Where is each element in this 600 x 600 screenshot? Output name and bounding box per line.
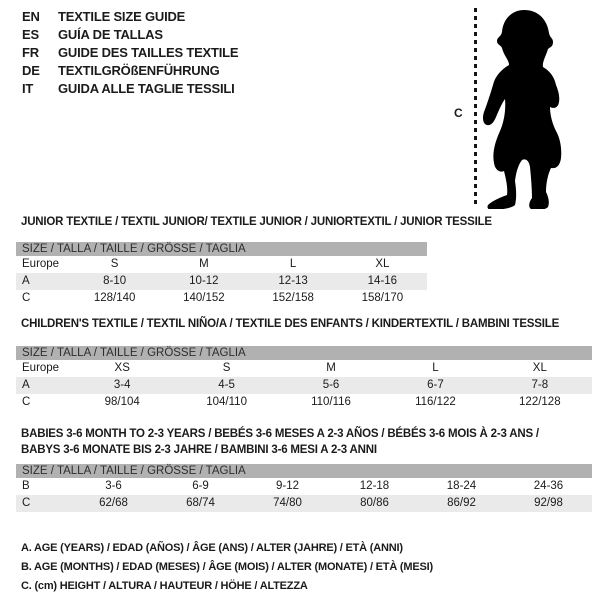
language-row-de — [22, 62, 238, 80]
language-label: TEXTILE SIZE GUIDE — [58, 9, 186, 24]
language-label: GUIDA ALLE TAGLIE TESSILI — [58, 81, 235, 96]
babies-title-line2: BABYS 3-6 MONATE BIS 2-3 JAHRE / BAMBINI 3-6 MESI A 2-3 ANNI — [21, 444, 377, 456]
table-row — [16, 256, 427, 273]
language-code: FR — [22, 45, 39, 60]
age-cell: 5-6 — [322, 379, 340, 391]
children-table-size-header: SIZE / TALLA / TAILLE / GRÖSSE / TAGLIA — [16, 346, 592, 360]
age-cell: 12-18 — [359, 480, 390, 492]
row-label: C — [22, 396, 31, 408]
language-guide-list — [22, 8, 238, 98]
language-row-es — [22, 26, 238, 44]
age-cell: 7-8 — [531, 379, 549, 391]
size-cell: M — [326, 362, 336, 374]
babies-size-table — [16, 464, 592, 512]
language-label: TEXTILGRÖßENFÜHRUNG — [58, 63, 220, 78]
babies-table-size-header: SIZE / TALLA / TAILLE / GRÖSSE / TAGLIA — [16, 464, 592, 478]
junior-size-table — [16, 242, 427, 307]
height-cell: 110/116 — [311, 396, 351, 408]
footnotes — [21, 539, 433, 596]
height-cell: 104/110 — [206, 396, 247, 408]
junior-table-size-header: SIZE / TALLA / TAILLE / GRÖSSE / TAGLIA — [16, 242, 427, 256]
age-cell: 14-16 — [367, 275, 398, 287]
age-cell: 6-7 — [427, 379, 444, 391]
row-label: A — [22, 379, 30, 391]
size-cell: XS — [114, 362, 130, 374]
height-cell: 80/86 — [360, 497, 389, 509]
size-cell: L — [289, 258, 297, 270]
height-cell: 128/140 — [93, 292, 136, 304]
height-cell: 86/92 — [447, 497, 476, 509]
table-row — [16, 394, 592, 411]
row-label: C — [22, 497, 31, 509]
size-cell: S — [110, 258, 119, 270]
language-row-it — [22, 80, 238, 98]
children-section-title: CHILDREN'S TEXTILE / TEXTIL NIÑO/A / TEXTILE DES ENFANTS / KINDERTEXTIL / BAMBINI TESSILE — [21, 318, 560, 330]
language-code: ES — [22, 27, 39, 42]
children-size-table — [16, 346, 592, 411]
height-cell: 158/170 — [361, 292, 404, 304]
footnote-c: C. (cm) HEIGHT / ALTURA / HAUTEUR / HÖHE / ALTEZZA — [21, 580, 308, 592]
age-cell: 24-36 — [533, 480, 564, 492]
size-cell: L — [432, 362, 439, 374]
language-label: GUÍA DE TALLAS — [58, 27, 163, 42]
height-cell: 68/74 — [186, 497, 215, 509]
row-label: B — [22, 480, 30, 492]
size-cell: M — [199, 258, 209, 270]
size-cell: XL — [532, 362, 547, 374]
footnote-a: A. AGE (YEARS) / EDAD (AÑOS) / ÂGE (ANS) / ALTER (JAHRE) / ETÀ (ANNI) — [21, 542, 403, 554]
age-cell: 10-12 — [189, 275, 219, 287]
baby-silhouette-image — [482, 4, 572, 209]
junior-section-title: JUNIOR TEXTILE / TEXTIL JUNIOR/ TEXTILE JUNIOR / JUNIORTEXTIL / JUNIOR TESSILE — [21, 216, 492, 228]
age-cell: 6-9 — [192, 480, 209, 492]
table-row — [16, 290, 427, 307]
height-cell: 140/152 — [183, 292, 225, 304]
table-row — [16, 273, 427, 290]
language-code: EN — [22, 9, 40, 24]
age-cell: 8-10 — [103, 275, 127, 287]
language-row-en — [22, 8, 238, 26]
age-cell: 4-5 — [218, 379, 235, 391]
table-row — [16, 478, 592, 495]
height-cell: 116/122 — [415, 396, 456, 408]
age-cell: 3-6 — [105, 480, 122, 492]
height-cell: 74/80 — [273, 497, 302, 509]
size-cell: S — [222, 362, 231, 374]
age-cell: 12-13 — [278, 275, 308, 287]
table-row — [16, 377, 592, 394]
row-label: Europe — [22, 258, 60, 270]
height-cell: 62/68 — [99, 497, 128, 509]
height-cell: 152/158 — [272, 292, 314, 304]
height-dashed-line — [474, 8, 477, 206]
row-label: A — [22, 275, 30, 287]
row-label: C — [22, 292, 31, 304]
size-cell: XL — [375, 258, 390, 270]
table-row — [16, 360, 592, 377]
height-cell: 98/104 — [104, 396, 140, 408]
language-row-fr — [22, 44, 238, 62]
footnote-b: B. AGE (MONTHS) / EDAD (MESES) / ÂGE (MOIS) / ALTER (MONATE) / ETÀ (MESI) — [21, 561, 433, 573]
row-label: Europe — [22, 362, 60, 374]
language-label: GUIDE DES TAILLES TEXTILE — [58, 45, 239, 60]
language-code: DE — [22, 63, 40, 78]
height-cell: 122/128 — [519, 396, 561, 408]
babies-section-title — [21, 426, 581, 458]
age-cell: 3-4 — [113, 379, 131, 391]
height-cell: 92/98 — [534, 497, 563, 509]
age-cell: 18-24 — [446, 480, 477, 492]
babies-title-line1: BABIES 3-6 MONTH TO 2-3 YEARS / BEBÉS 3-6 MESES A 2-3 AÑOS / BÉBÉS 3-6 MOIS À 2-3 ANS / — [21, 428, 539, 440]
height-marker-label: C — [454, 106, 463, 120]
table-row — [16, 495, 592, 512]
age-cell: 9-12 — [275, 480, 300, 492]
language-code: IT — [22, 81, 34, 96]
